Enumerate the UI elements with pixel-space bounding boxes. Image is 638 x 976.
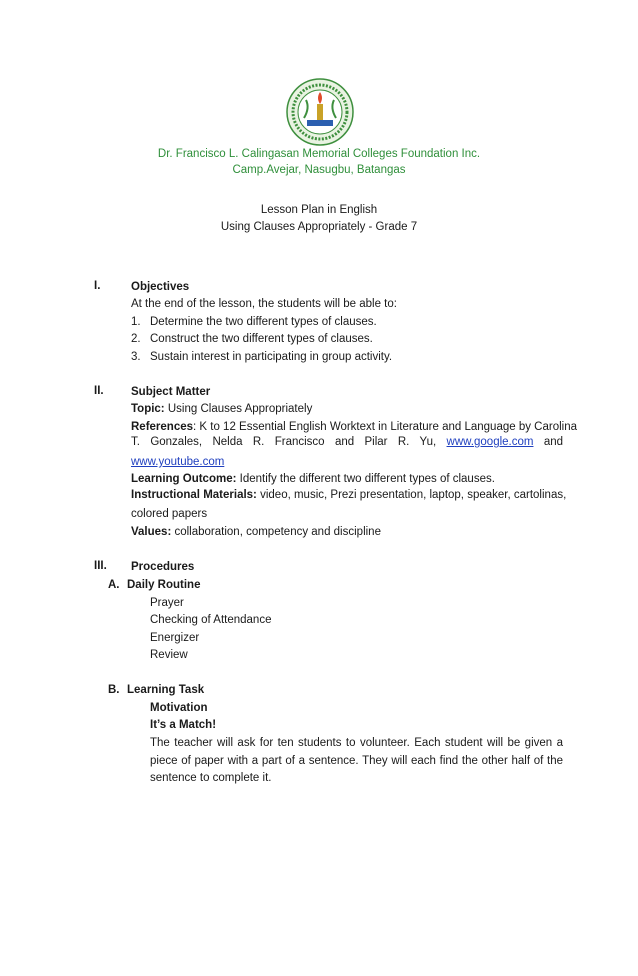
materials-continuation: colored papers [131,508,208,520]
objective-item: Sustain interest in participating in group activity. [150,351,393,363]
subsection-heading-learning-task: Learning Task [127,684,205,696]
topic-label: Topic: [131,403,165,415]
learning-outcome-value: Identify the different two different types of clauses. [239,473,495,485]
motivation-heading: Motivation [150,702,208,714]
ref-word: and [334,436,355,448]
objective-item: Determine the two different types of clauses. [150,316,377,328]
youtube-link[interactable]: www.youtube.com [131,456,225,468]
activity-description: The teacher will ask for ten students to volunteer. Each student will be given a piece of paper with a part of a sentence. They will each find the other half of the sentence to complete it. [150,737,563,785]
school-name: Dr. Francisco L. Calingasan Memorial Colleges Foundation Inc. [157,148,481,160]
ref-word: Pilar [364,436,388,448]
subsection-letter: B. [108,684,120,696]
materials-value: video, music, Prezi presentation, laptop, speaker, cartolinas, [260,489,567,501]
youtube-link-line [131,454,224,471]
materials-line [131,489,567,501]
references-line [131,419,577,436]
objective-number: 3. [131,351,141,363]
subsection-letter: A. [108,579,120,591]
school-address: Camp.Avejar, Nasugbu, Batangas [232,164,406,176]
routine-item: Review [150,649,188,661]
ref-word: Yu, [419,436,437,448]
values-label: Values: [131,526,172,538]
ref-word: Gonzales, [150,436,203,448]
section-numeral-subject-matter: II. [94,385,104,397]
objective-number: 2. [131,333,141,345]
activity-title: It’s a Match! [150,719,217,731]
topic-line [131,401,312,418]
values-value: collaboration, competency and discipline [174,526,381,538]
materials-label: Instructional Materials: [131,489,257,501]
routine-item: Checking of Attendance [150,614,272,626]
section-heading-subject-matter: Subject Matter [131,386,211,398]
routine-item: Energizer [150,632,200,644]
ref-word: Nelda [212,436,243,448]
section-numeral-procedures: III. [94,560,107,572]
learning-outcome-line [131,471,495,488]
section-heading-objectives: Objectives [131,281,190,293]
objectives-intro: At the end of the lesson, the students will be able to: [131,298,397,310]
ref-word: R. [397,436,410,448]
lesson-title: Lesson Plan in English [260,204,378,216]
ref-word: R. [252,436,265,448]
learning-outcome-label: Learning Outcome: [131,473,237,485]
subsection-heading-daily-routine: Daily Routine [127,579,201,591]
google-link[interactable]: www.google.com [446,436,534,448]
topic-value: Using Clauses Appropriately [167,403,313,415]
ref-word: and [543,436,564,448]
objective-number: 1. [131,316,141,328]
section-numeral-objectives: I. [94,280,101,292]
ref-word: T. [131,436,140,448]
references-continuation [131,436,563,448]
lesson-subtitle: Using Clauses Appropriately - Grade 7 [220,221,418,233]
school-seal-icon [286,78,354,146]
ref-word: Francisco [274,436,325,448]
section-heading-procedures: Procedures [131,561,195,573]
references-label: References [131,421,194,433]
routine-item: Prayer [150,597,184,609]
values-line [131,524,381,541]
references-value: : K to 12 Essential English Worktext in Literature and Language by Carolina [193,421,578,433]
objective-item: Construct the two different types of clauses. [150,333,373,345]
